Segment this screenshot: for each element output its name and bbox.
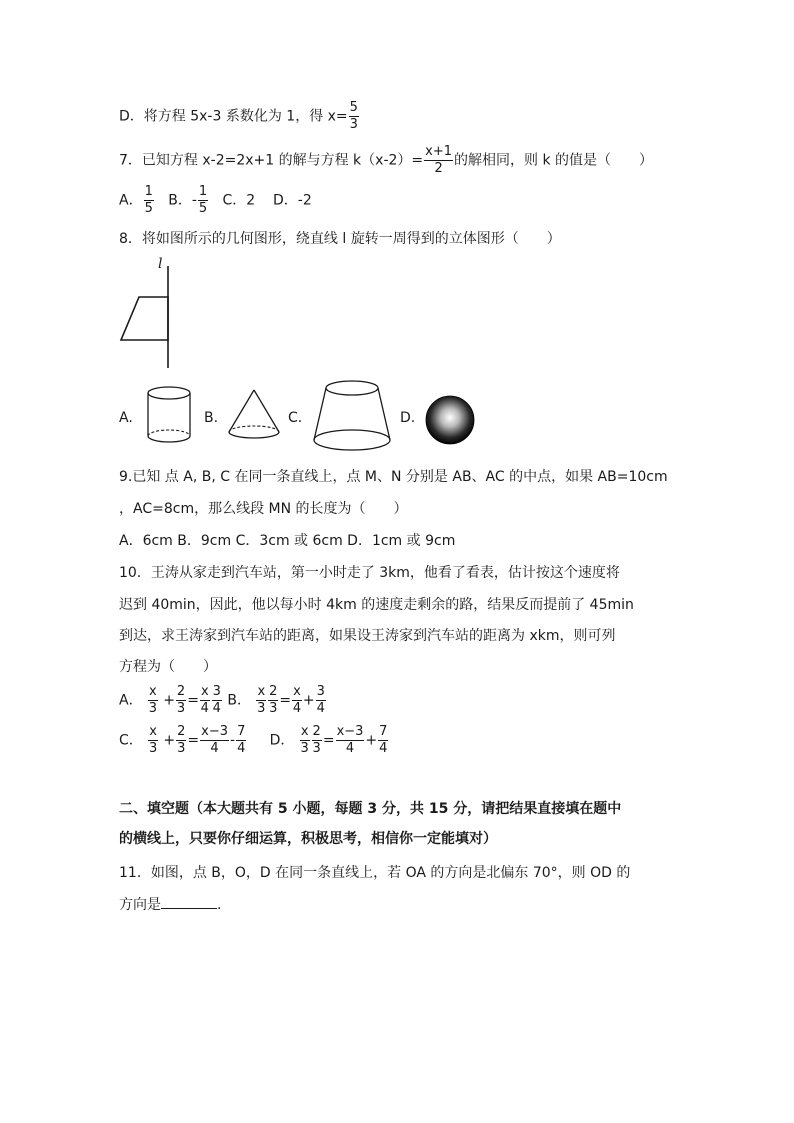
q7-options bbox=[119, 184, 312, 217]
q7-fraction: $\frac{x+1}{2}$ bbox=[425, 144, 453, 176]
q10-line4: 方程为（ ） bbox=[119, 659, 217, 675]
q11-answer-blank[interactable] bbox=[161, 894, 217, 909]
q8-opt-b-label: B. bbox=[204, 410, 219, 426]
frac: $\frac{x}{4}$ bbox=[292, 684, 302, 716]
q7-stem bbox=[119, 144, 653, 177]
cylinder-shape bbox=[143, 384, 195, 446]
section2-heading-line1: 二、填空题（本大题共有 5 小题，每题 3 分，共 15 分，请把结果直接填在题中 bbox=[119, 801, 622, 817]
q6d-fraction: $\frac{5}{3}$ bbox=[349, 100, 358, 132]
q10-opt-d-label: D． bbox=[269, 732, 295, 749]
q8-axis-label: l bbox=[158, 256, 163, 272]
q11-line1: 11．如图，点 B，O，D 在同一条直线上，若 OA 的方向是北偏东 70°，则 OD 的 bbox=[119, 865, 631, 881]
q6d-text: D．将方程 5x-3 系数化为 1，得 x= bbox=[119, 108, 348, 125]
frac: $\frac{x}{3}$ bbox=[148, 724, 158, 756]
frac: $\frac{2}{3}$ bbox=[177, 724, 186, 756]
q10-opt-b-label: B． bbox=[227, 692, 251, 709]
frac: $\frac{x-3}{4}$ bbox=[336, 724, 364, 756]
frac: $\frac{2}{3}$ bbox=[312, 724, 321, 756]
frac: $\frac{x}{3}$ bbox=[257, 684, 266, 716]
q7-text-a: 7．已知方程 x-2=2x+1 的解与方程 k（x-2）= bbox=[119, 152, 424, 169]
frac: $\frac{x}{4}$ bbox=[200, 684, 209, 716]
q7-opt-c: C．2 bbox=[222, 192, 256, 209]
q10-options-ab: A． $\frac{x}{3}$ + $\frac{2}{3}$ = $\frac{x}{4}$ $\frac{3}{4}$ B． $\frac{x}{3}$ $\frac{2}{3}$ = $\frac{x}{4}$ + $\frac{3}{4}$ bbox=[119, 684, 325, 716]
frac: $\frac{3}{4}$ bbox=[316, 684, 325, 716]
q10-options-cd: C． $\frac{x}{3}$ + $\frac{2}{3}$ = $\frac{x-3}{4}$ - $\frac{7}{4}$ D． $\frac{x}{3}$ $\frac{2}{3}$ = $\frac{x-3}{4}$ + $\frac{7}{4}$ bbox=[119, 724, 388, 756]
q8-opt-d-label: D. bbox=[400, 410, 416, 426]
sphere-shape bbox=[424, 394, 476, 446]
q9-line2: ，AC=8cm，那么线段 MN 的长度为（ ） bbox=[119, 501, 408, 517]
frac: $\frac{x}{3}$ bbox=[300, 724, 309, 756]
q10-opt-a-label: A． bbox=[119, 692, 143, 709]
q7-opt-a-fraction: $\frac{1}{5}$ bbox=[144, 184, 153, 216]
q7-opt-b-label: B．- bbox=[168, 192, 197, 209]
frac: $\frac{x}{3}$ bbox=[148, 684, 158, 716]
frac: $\frac{x-3}{4}$ bbox=[201, 724, 228, 756]
q8-opt-c-label: C. bbox=[288, 410, 303, 426]
q11-line2: 方向是 . bbox=[119, 894, 221, 914]
q10-line1: 10．王涛从家走到汽车站，第一小时走了 3km，他看了看表，估计按这个速度将 bbox=[119, 565, 620, 581]
q7-opt-d: D．-2 bbox=[273, 192, 312, 209]
frac: $\frac{7}{4}$ bbox=[379, 724, 388, 756]
q9-line1: 9.已知 点 A, B, C 在同一条直线上，点 M、N 分别是 AB、AC 的中点，如果 AB=10cm bbox=[119, 469, 668, 485]
frac: $\frac{7}{4}$ bbox=[237, 724, 246, 756]
q6-option-d bbox=[119, 100, 360, 133]
q10-line3: 到达，求王涛家到汽车站的距离，如果设王涛家到汽车站的距离为 xkm，则可列 bbox=[119, 628, 616, 644]
frustum-shape bbox=[310, 376, 394, 456]
q7-opt-a-label: A． bbox=[119, 192, 143, 209]
q10-line2: 迟到 40min，因此，他以每小时 4km 的速度走剩余的路，结果反而提前了 45min bbox=[119, 597, 634, 613]
q11-line2-text: 方向是 bbox=[119, 897, 161, 913]
q10-opt-c-label: C． bbox=[119, 732, 143, 749]
q7-text-b: 的解相同，则 k 的值是（ ） bbox=[454, 152, 654, 169]
frac: $\frac{2}{3}$ bbox=[176, 684, 186, 716]
q7-opt-b-fraction: $\frac{1}{5}$ bbox=[198, 184, 208, 216]
q9-options: A．6cm B．9cm C．3cm 或 6cm D．1cm 或 9cm bbox=[119, 533, 456, 549]
q8-opt-a-label: A. bbox=[119, 410, 133, 426]
section2-heading-line2: 的横线上，只要你仔细运算，积极思考，相信你一定能填对） bbox=[119, 831, 497, 847]
frac: $\frac{3}{4}$ bbox=[212, 684, 221, 716]
q8-stem: 8．将如图所示的几何图形，绕直线 l 旋转一周得到的立体图形（ ） bbox=[119, 231, 561, 247]
q8-trapezoid-figure bbox=[118, 256, 178, 371]
cone-shape bbox=[225, 386, 285, 446]
frac: $\frac{2}{3}$ bbox=[269, 684, 278, 716]
